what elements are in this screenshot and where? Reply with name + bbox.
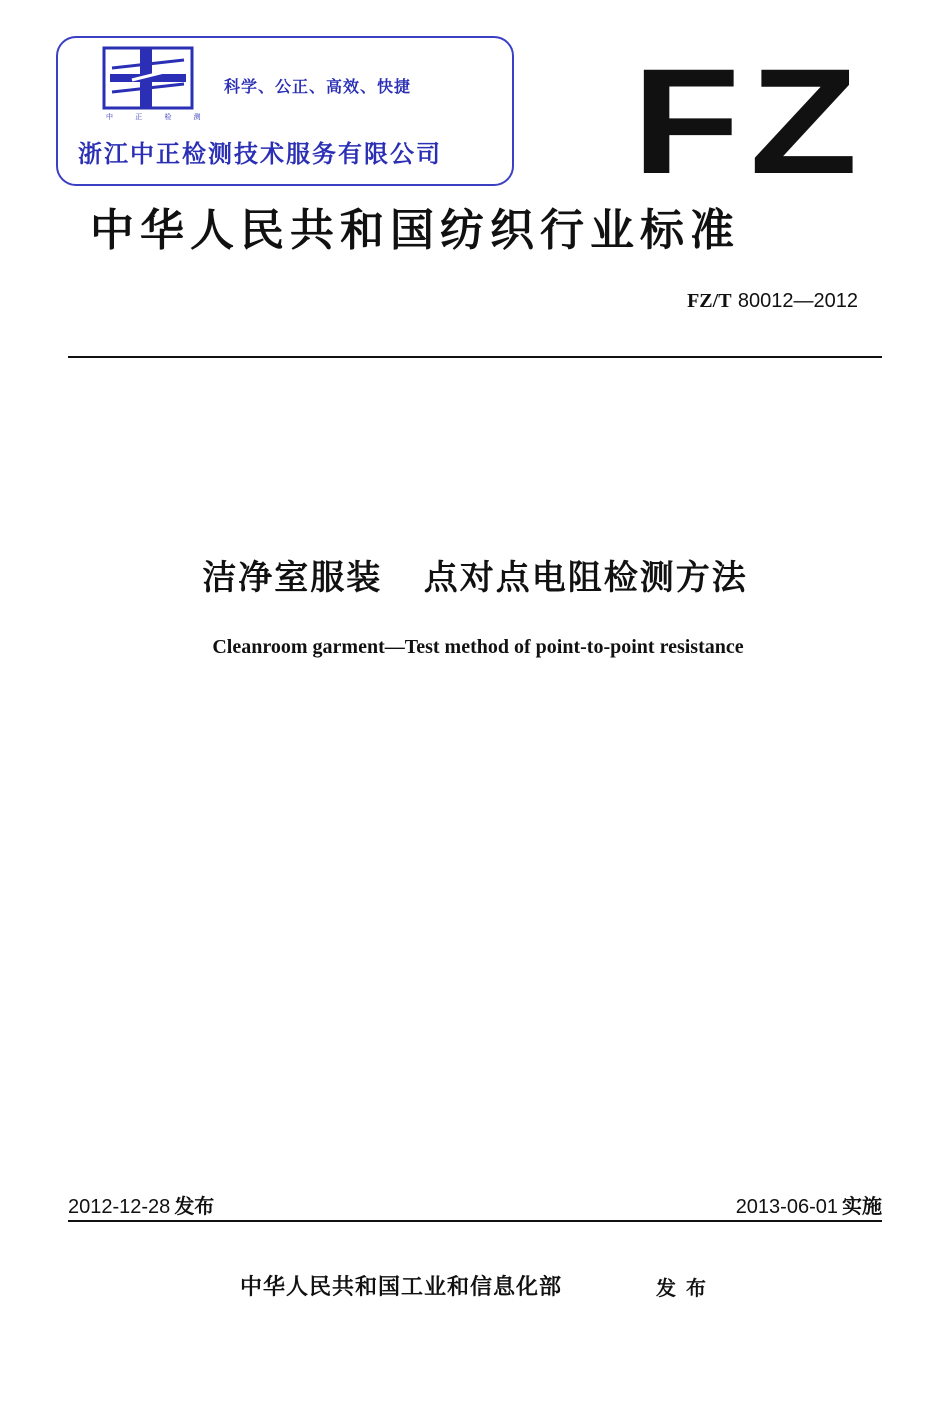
document-title-english: Cleanroom garment—Test method of point-to-point resistance (212, 636, 744, 658)
company-slogan: 科学、公正、高效、快捷 (224, 77, 412, 96)
effective-date (736, 1190, 882, 1219)
logo-caption: 中 正 检 测 (106, 113, 211, 121)
publisher-name: 中华人民共和国工业和信息化部 (240, 1275, 563, 1300)
fz-logo: FZ (632, 37, 868, 205)
company-stamp (56, 36, 514, 186)
standard-serial: 80012—2012 (737, 290, 858, 312)
effective-date-label: 实施 (842, 1194, 882, 1218)
standard-code: FZ/T (687, 290, 732, 312)
document-title-chinese: 洁净室服装 点对点电阻检测方法 (202, 558, 748, 598)
issue-date-label: 发布 (174, 1194, 215, 1218)
footer-divider (68, 1220, 882, 1222)
company-name: 浙江中正检测技术服务有限公司 (78, 140, 442, 168)
standard-number (687, 288, 858, 313)
company-logo-icon (102, 46, 194, 110)
industry-standard-title: 中华人民共和国纺织行业标准 (90, 205, 740, 256)
issue-date-value: 2012-12-28 (68, 1196, 171, 1218)
effective-date-value: 2013-06-01 (735, 1196, 838, 1218)
publish-label: 发布 (656, 1276, 716, 1300)
header-divider (68, 356, 882, 358)
issue-date (68, 1190, 214, 1219)
